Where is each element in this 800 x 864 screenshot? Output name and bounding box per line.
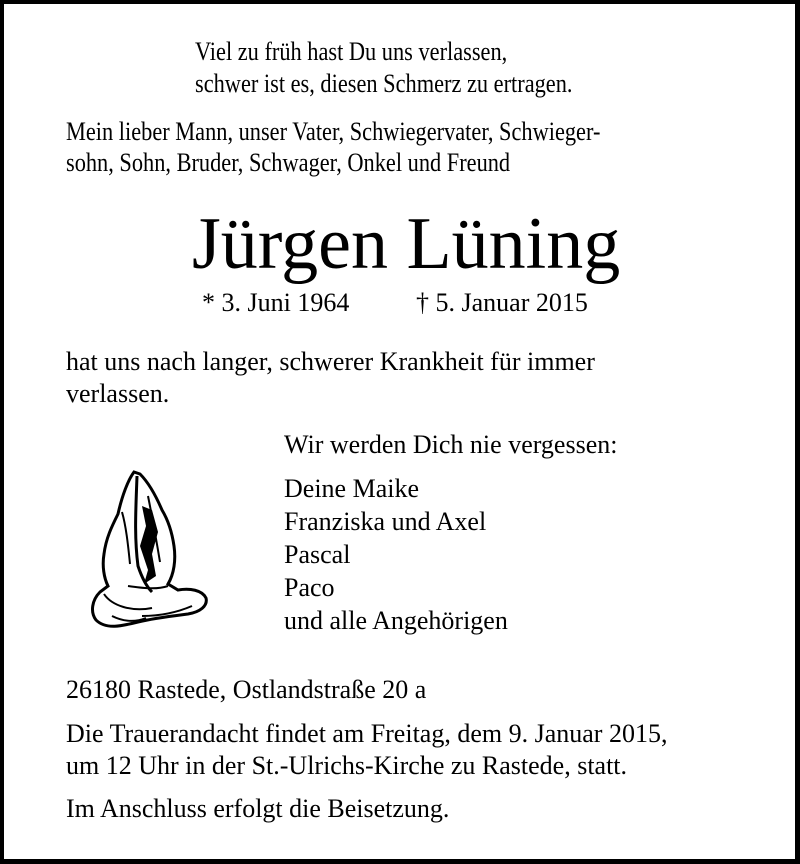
deceased-name: Jürgen Lüning [192, 203, 621, 285]
mourner-5: und alle Angehörigen [284, 606, 508, 635]
passing-line-2: verlassen. [66, 379, 170, 408]
intro-line-1: Mein lieber Mann, unser Vater, Schwiegervater, Schwieger- [66, 117, 601, 146]
service-line-1: Die Trauerandacht findet am Freitag, dem 9. Januar 2015, [66, 719, 668, 748]
death-date: † 5. Januar 2015 [416, 288, 588, 317]
verse-line-2: schwer ist es, diesen Schmerz zu ertragen. [195, 69, 573, 98]
verse-line-1: Viel zu früh hast Du uns verlassen, [195, 37, 508, 66]
birth-date: * 3. Juni 1964 [202, 288, 350, 317]
intro-line-2: sohn, Sohn, Bruder, Schwager, Onkel und Freund [66, 148, 511, 177]
service-line-2: um 12 Uhr in der St.-Ulrichs-Kirche zu Rastede, statt. [66, 751, 628, 780]
praying-hands-icon [82, 466, 212, 636]
mourner-4: Paco [284, 573, 335, 602]
burial-line: Im Anschluss erfolgt die Beisetzung. [66, 794, 450, 823]
passing-line-1: hat uns nach langer, schwerer Krankheit für immer [66, 347, 595, 376]
remembrance-line: Wir werden Dich nie vergessen: [284, 430, 618, 459]
address: 26180 Rastede, Ostlandstraße 20 a [66, 675, 427, 704]
mourner-2: Franziska und Axel [284, 507, 487, 536]
mourner-3: Pascal [284, 540, 351, 569]
mourner-1: Deine Maike [284, 474, 420, 503]
